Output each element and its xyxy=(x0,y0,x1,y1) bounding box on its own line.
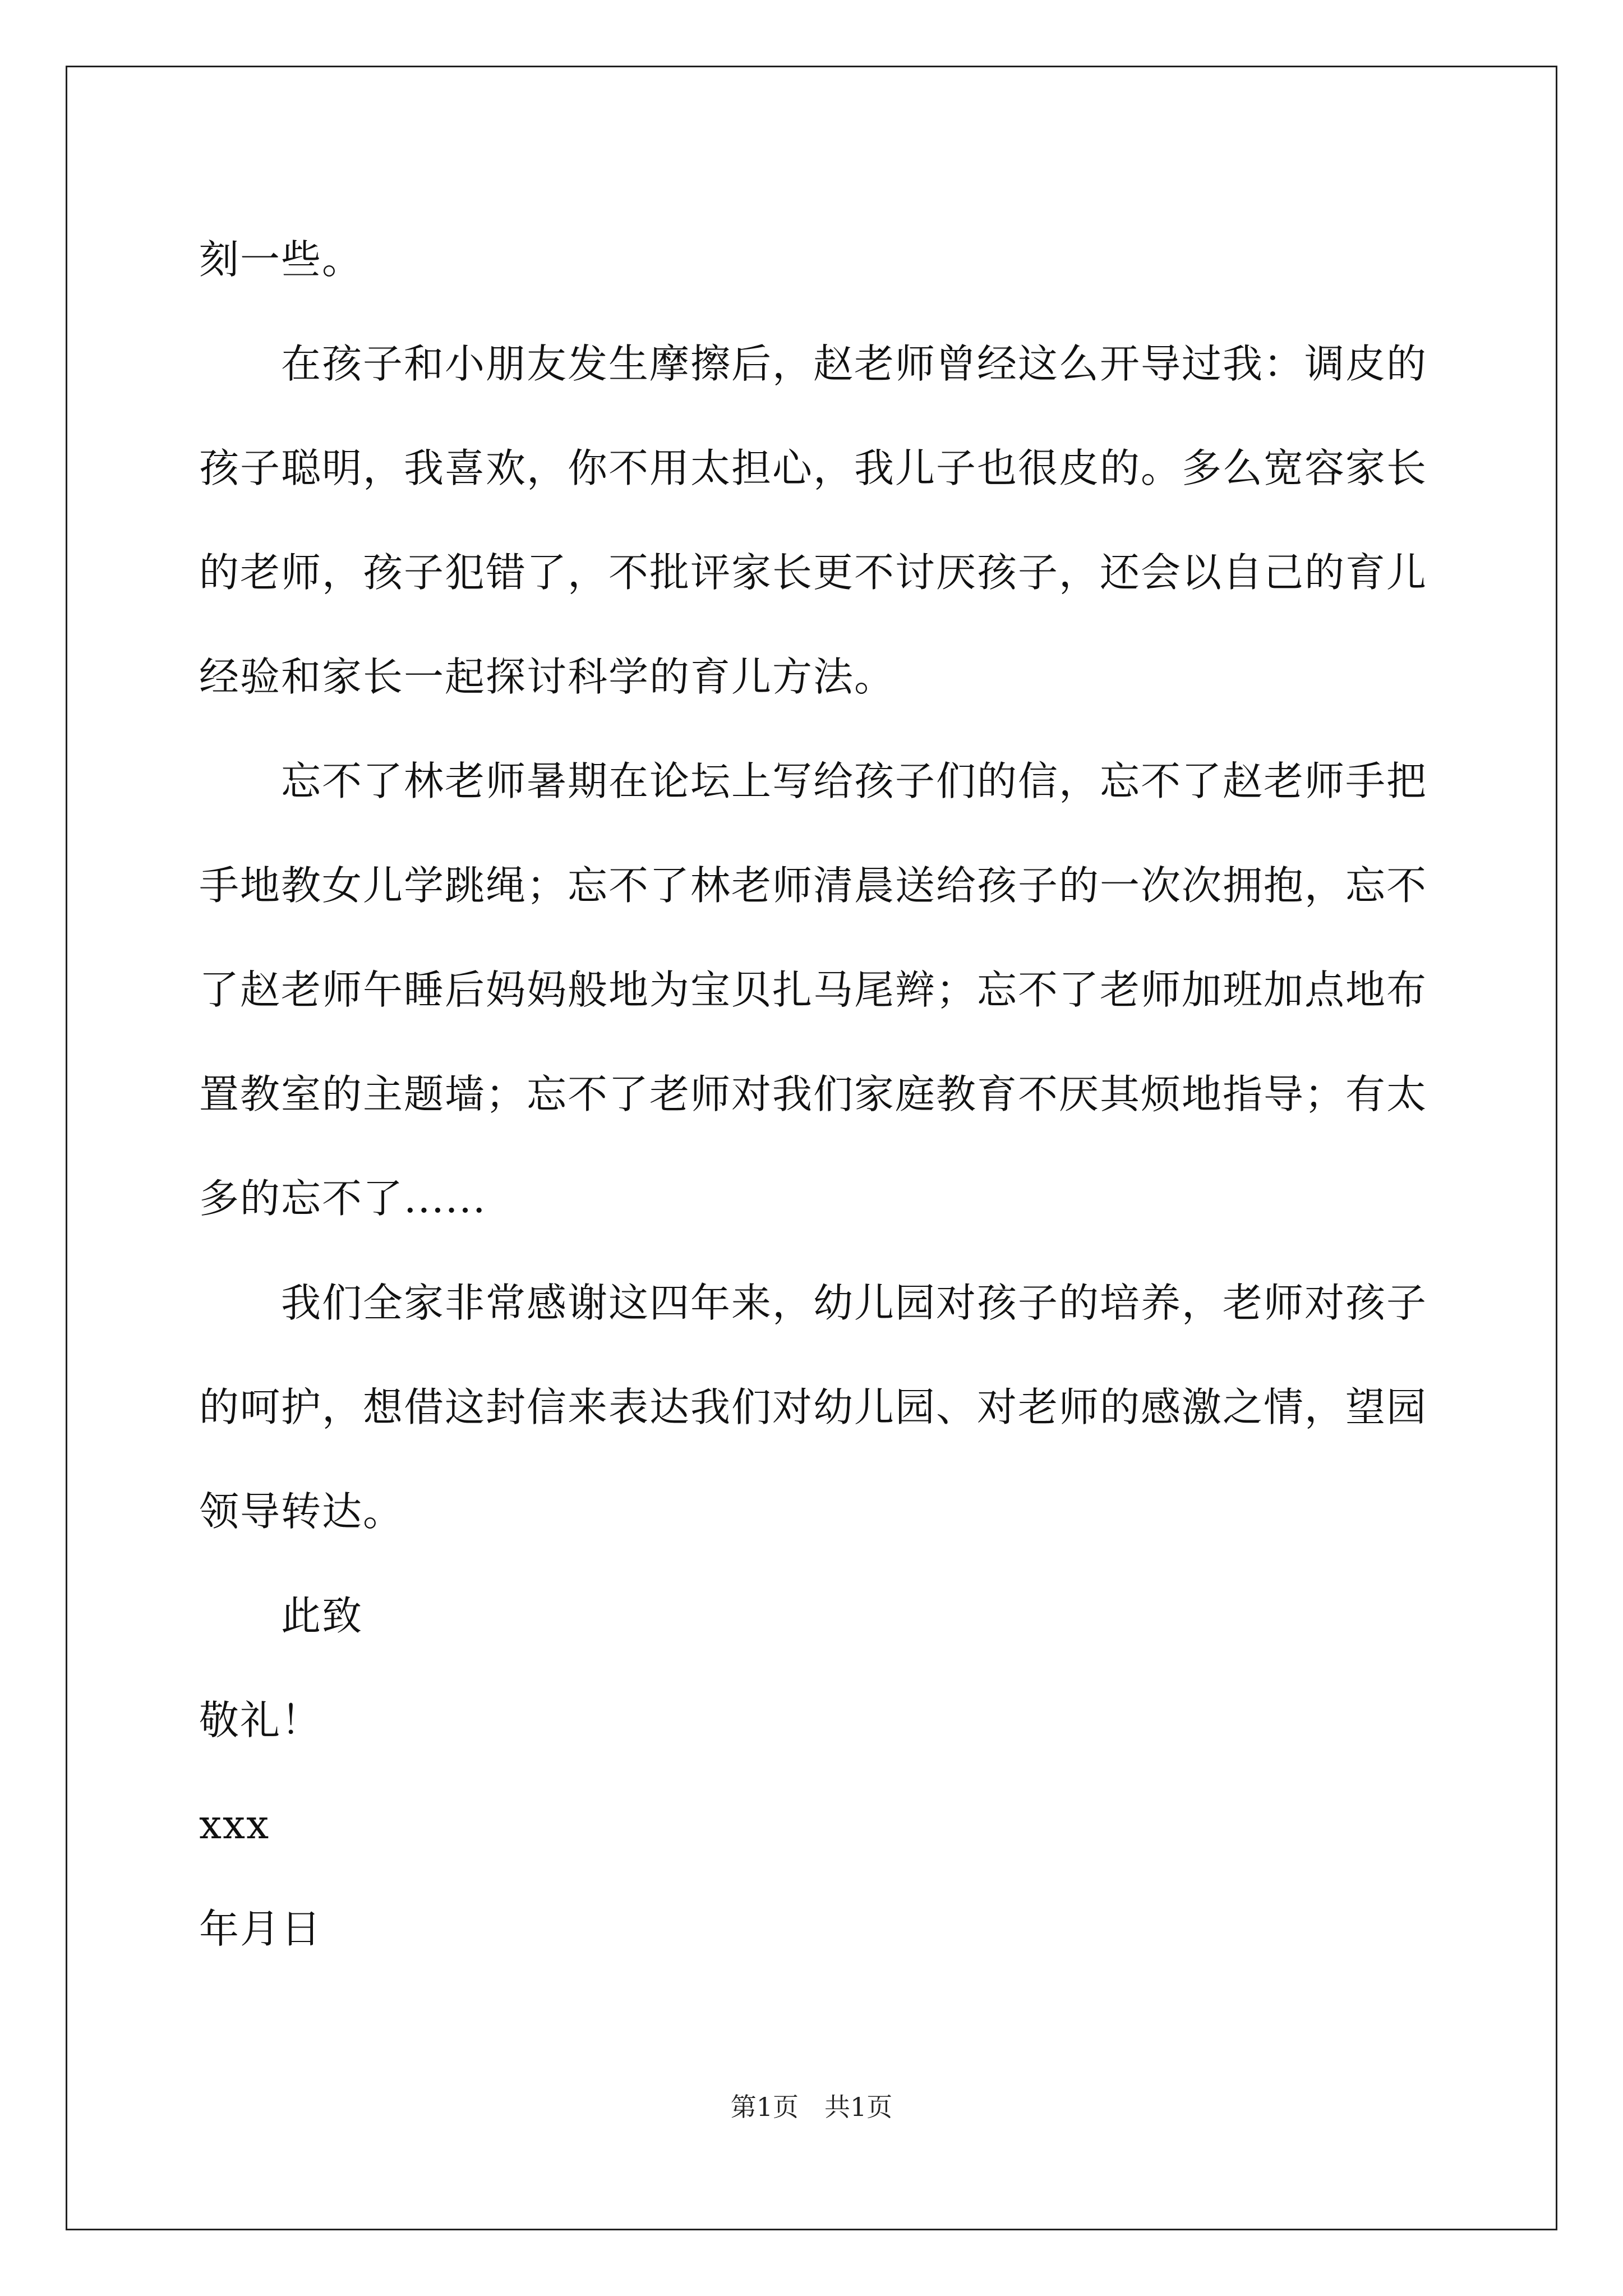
paragraph-teacher-advice: 在孩子和小朋友发生摩擦后，赵老师曾经这么开导过我：调皮的孩子聪明，我喜欢，你不用太担心，我儿子也很皮的。多么宽容家长的老师，孩子犯错了，不批评家长更不讨厌孩子，还会以自己的育儿经验和家长一起探讨科学的育儿方法。 xyxy=(199,341,1428,700)
page-number: 第1页 共1页 xyxy=(730,2092,893,2122)
paragraph-gratitude: 我们全家非常感谢这四年来，幼儿园对孩子的培养，老师对孩子的呵护，想借这封信来表达我们对幼儿园、对老师的感激之情，望园领导转达。 xyxy=(199,1280,1428,1535)
paragraph-continuation: 刻一些。 xyxy=(199,236,363,283)
closing-salutation: 此致 xyxy=(281,1593,363,1639)
closing-regards: 敬礼！ xyxy=(199,1697,322,1743)
paragraph-memories: 忘不了林老师暑期在论坛上写给孩子们的信，忘不了赵老师手把手地教女儿学跳绳；忘不了林老师清晨送给孩子的一次次拥抱，忘不了赵老师午睡后妈妈般地为宝贝扎马尾辫；忘不了老师加班加点地布置教室的主题墙；忘不了老师对我们家庭教育不厌其烦地指导；有太多的忘不了...... xyxy=(199,758,1428,1222)
signature: xxx xyxy=(199,1801,270,1848)
letter-body xyxy=(199,208,1427,1981)
date-line: 年月日 xyxy=(199,1906,322,1952)
